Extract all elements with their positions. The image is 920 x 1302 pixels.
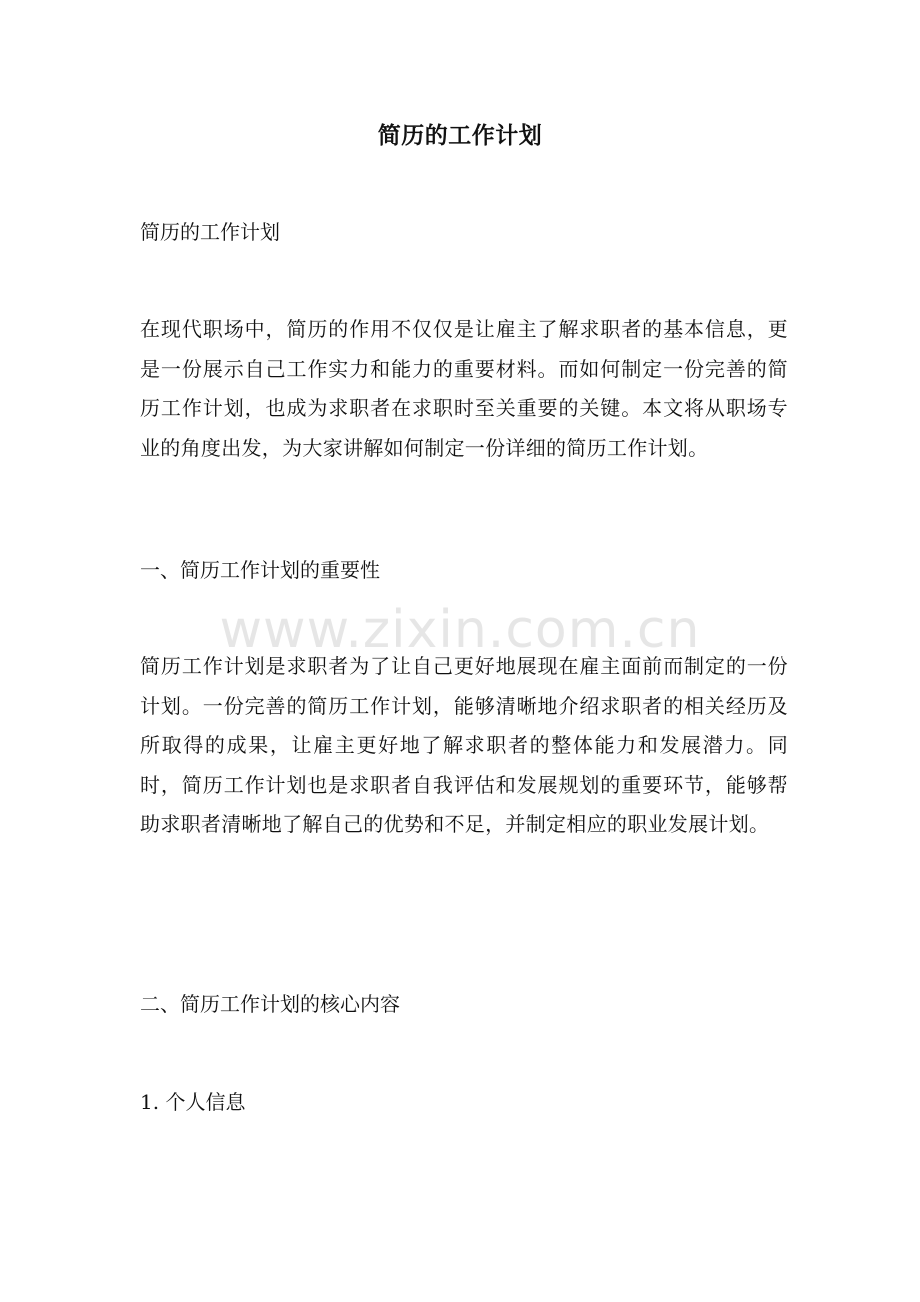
document-title: 简历的工作计划	[377, 122, 543, 149]
intro-paragraph: 在现代职场中，简历的作用不仅仅是让雇主了解求职者的基本信息，更是一份展示自己工作实力和能力的重要材料。而如何制定一份完善的简历工作计划，也成为求职者在求职时至关重要的关键。本文将从职场专业的角度出发，为大家讲解如何制定一份详细的简历工作计划。	[140, 317, 788, 460]
section-1-body: 简历工作计划是求职者为了让自己更好地展现在雇主面前而制定的一份计划。一份完善的简历工作计划，能够清晰地介绍求职者的相关经历及所取得的成果，让雇主更好地了解求职者的整体能力和发展潜力。同时，简历工作计划也是求职者自我评估和发展规划的重要环节，能够帮助求职者清晰地了解自己的优势和不足，并制定相应的职业发展计划。	[140, 654, 788, 837]
section-2-heading: 二、简历工作计划的核心内容	[140, 992, 400, 1016]
document-subtitle: 简历的工作计划	[140, 220, 280, 244]
watermark-text: www.zixin.com.cn	[219, 600, 701, 660]
section-1-heading: 一、简历工作计划的重要性	[140, 558, 380, 582]
section-2-item-1: 1. 个人信息	[140, 1090, 246, 1114]
